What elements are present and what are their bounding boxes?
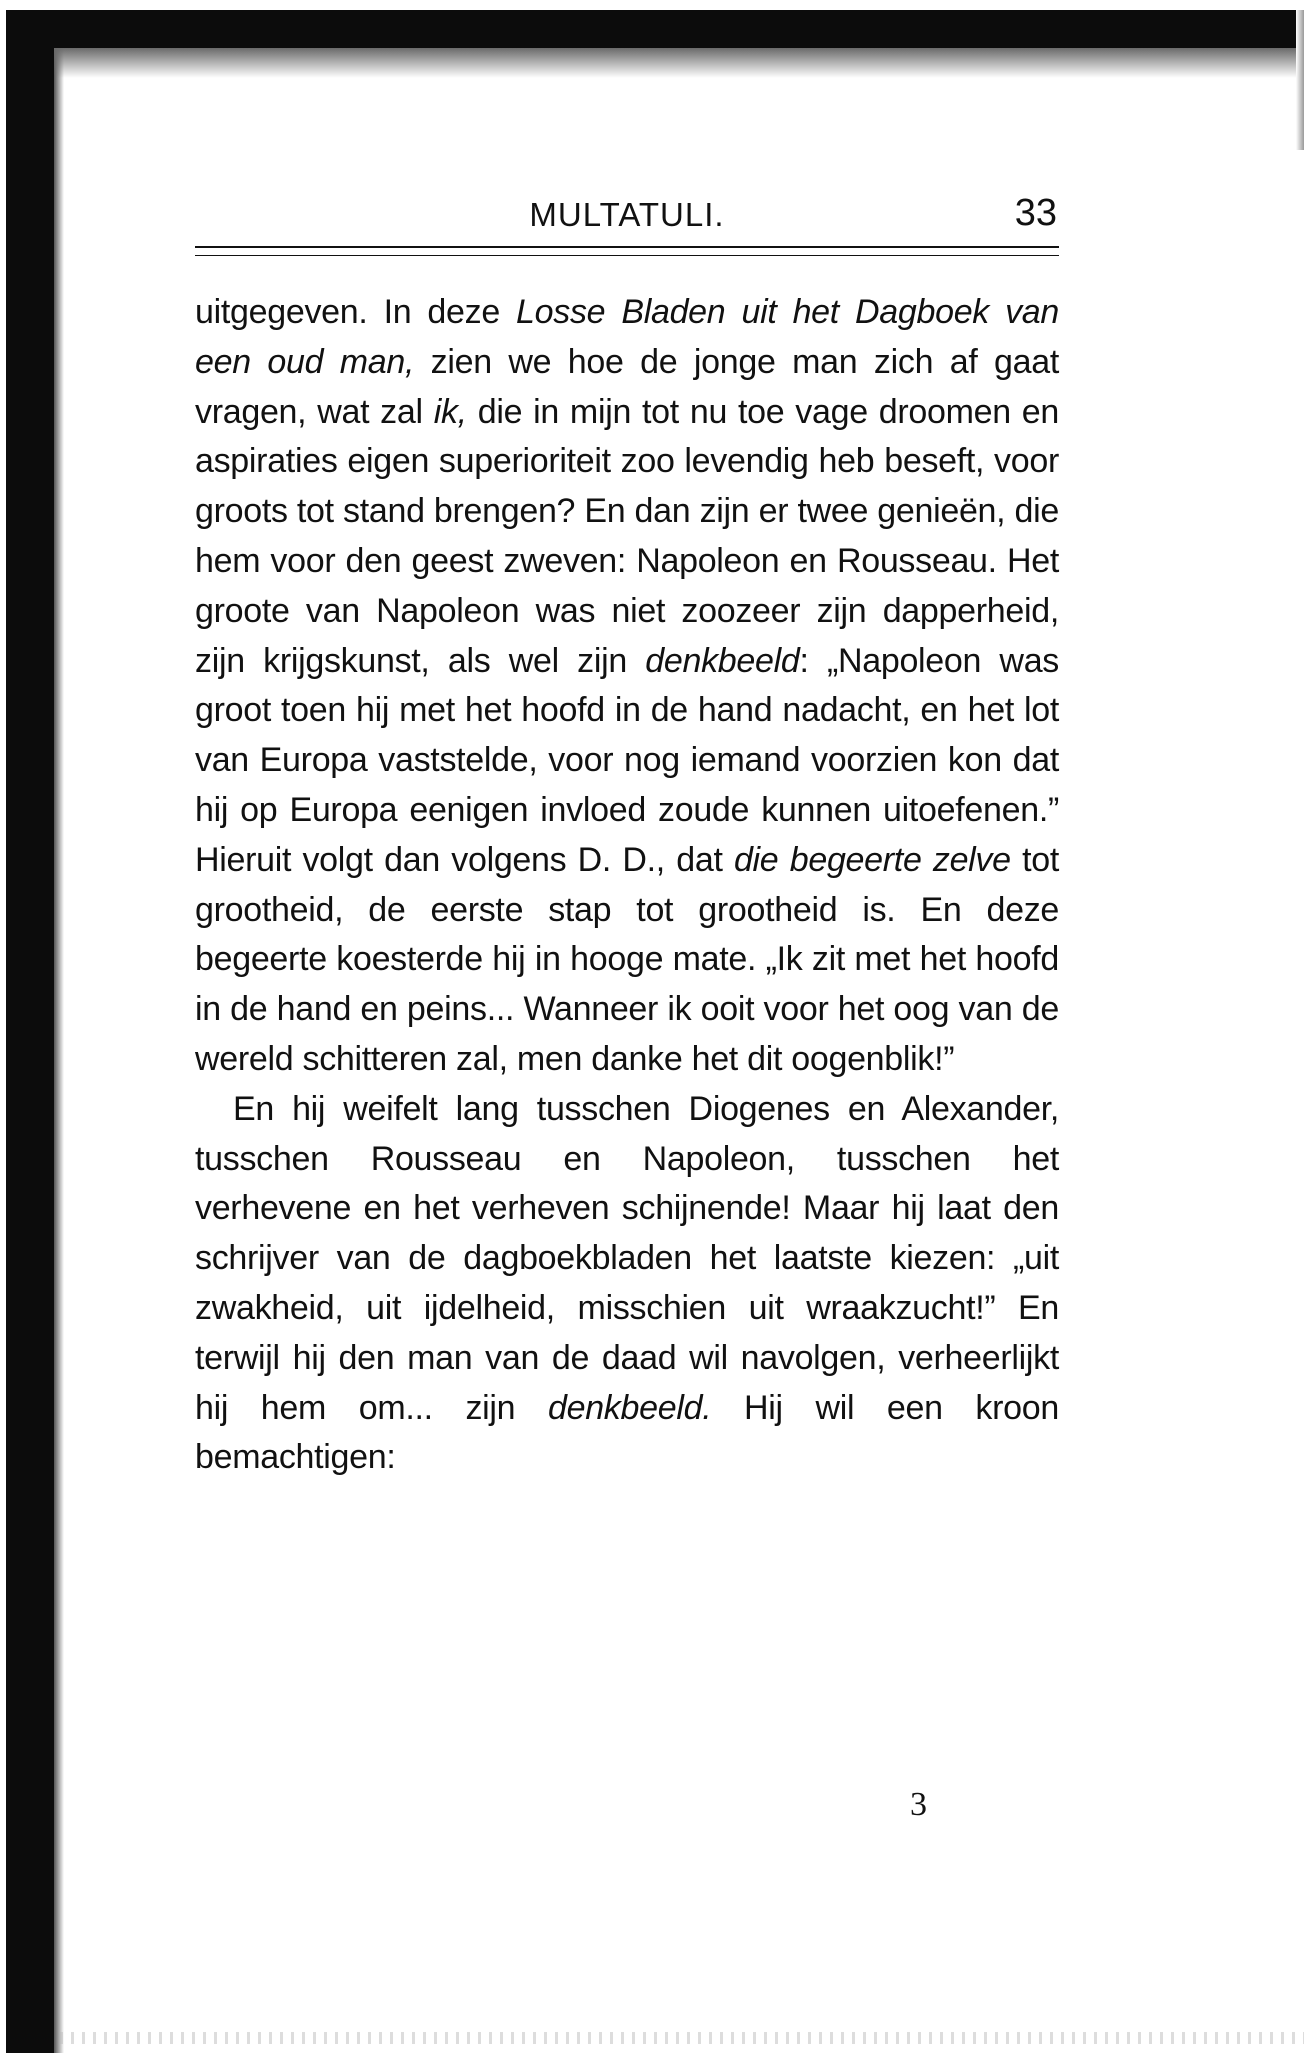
p1-text-5: tot grootheid, de eerste stap tot grootheid is. En deze begeerte koesterde hij in hooge mate. „Ik zit met het hoofd in de hand en peins... Wanneer ik ooit voor het oog van de wereld schitteren zal, men danke het dit oogenblik!” [195,840,1059,1078]
header-rule-upper [195,246,1059,248]
p1-text-2: zien we hoe de jonge man zich af gaat vragen, wat zal [195,342,1059,431]
running-head [195,190,1059,246]
running-title: MULTATULI. [529,196,725,233]
signature-mark: 3 [910,1786,927,1823]
p2-text-1: En hij weifelt lang tusschen Diogenes en Alexander, tusschen Rousseau en Napoleon, tusschen het verhevene en het verheven schijnende! Maar hij laat den schrijver van de dagboekbladen het laatste kiezen: „uit zwakheid, uit ijdelheid, misschien uit wraakzucht!” En terwijl hij den man van de daad wil navolgen, verheerlijkt hij hem om... zijn [195,1089,1059,1427]
scan-noise-bottom [60,2032,1304,2044]
p1-italic-ik: ik, [433,392,467,431]
scan-shadow-top [54,48,1296,78]
p2-text-2: Hij wil een kroon bemachtigen: [195,1388,1059,1477]
p1-text-1: uitgegeven. In deze [195,293,517,331]
scan-border-right [1296,10,1304,150]
p1-text-4: : „Napoleon was groot toen hij met het hoofd in de hand nadacht, en het lot van Europa vaststelde, voor nog iemand voorzien kon dat hij op Europa eenigen invloed zoude kunnen uitoefenen.” Hieruit volgt dan volgens D. D., dat [195,641,1059,879]
scan-shadow-left [54,48,64,2053]
paragraph-1 [195,288,1059,1085]
header-rule-lower [195,255,1059,256]
paragraph-2 [195,1085,1059,1483]
scan-border-left [6,10,54,2053]
p2-italic-denkbeeld: denkbeeld. [547,1388,712,1427]
p1-italic-begeerte: die begeerte zelve [733,840,1011,879]
body-text [195,288,1059,1483]
page-number: 33 [1014,192,1057,234]
p1-italic-denkbeeld: denkbeeld [645,641,800,680]
book-page [195,190,1059,1483]
p1-italic-title: Losse Bladen uit het Dagboek van een oud man, [195,293,1059,381]
p1-text-3: die in mijn tot nu toe vage droomen en aspiraties eigen superioriteit zoo levendig heb beseft, voor groots tot stand brengen? En dan zijn er twee genieën, die hem voor den geest zweven: Napoleon en Rousseau. Het groote van Napoleon was niet zoozeer zijn dapperheid, zijn krijgskunst, als wel zijn [195,392,1059,680]
scan-border-top [28,10,1296,48]
